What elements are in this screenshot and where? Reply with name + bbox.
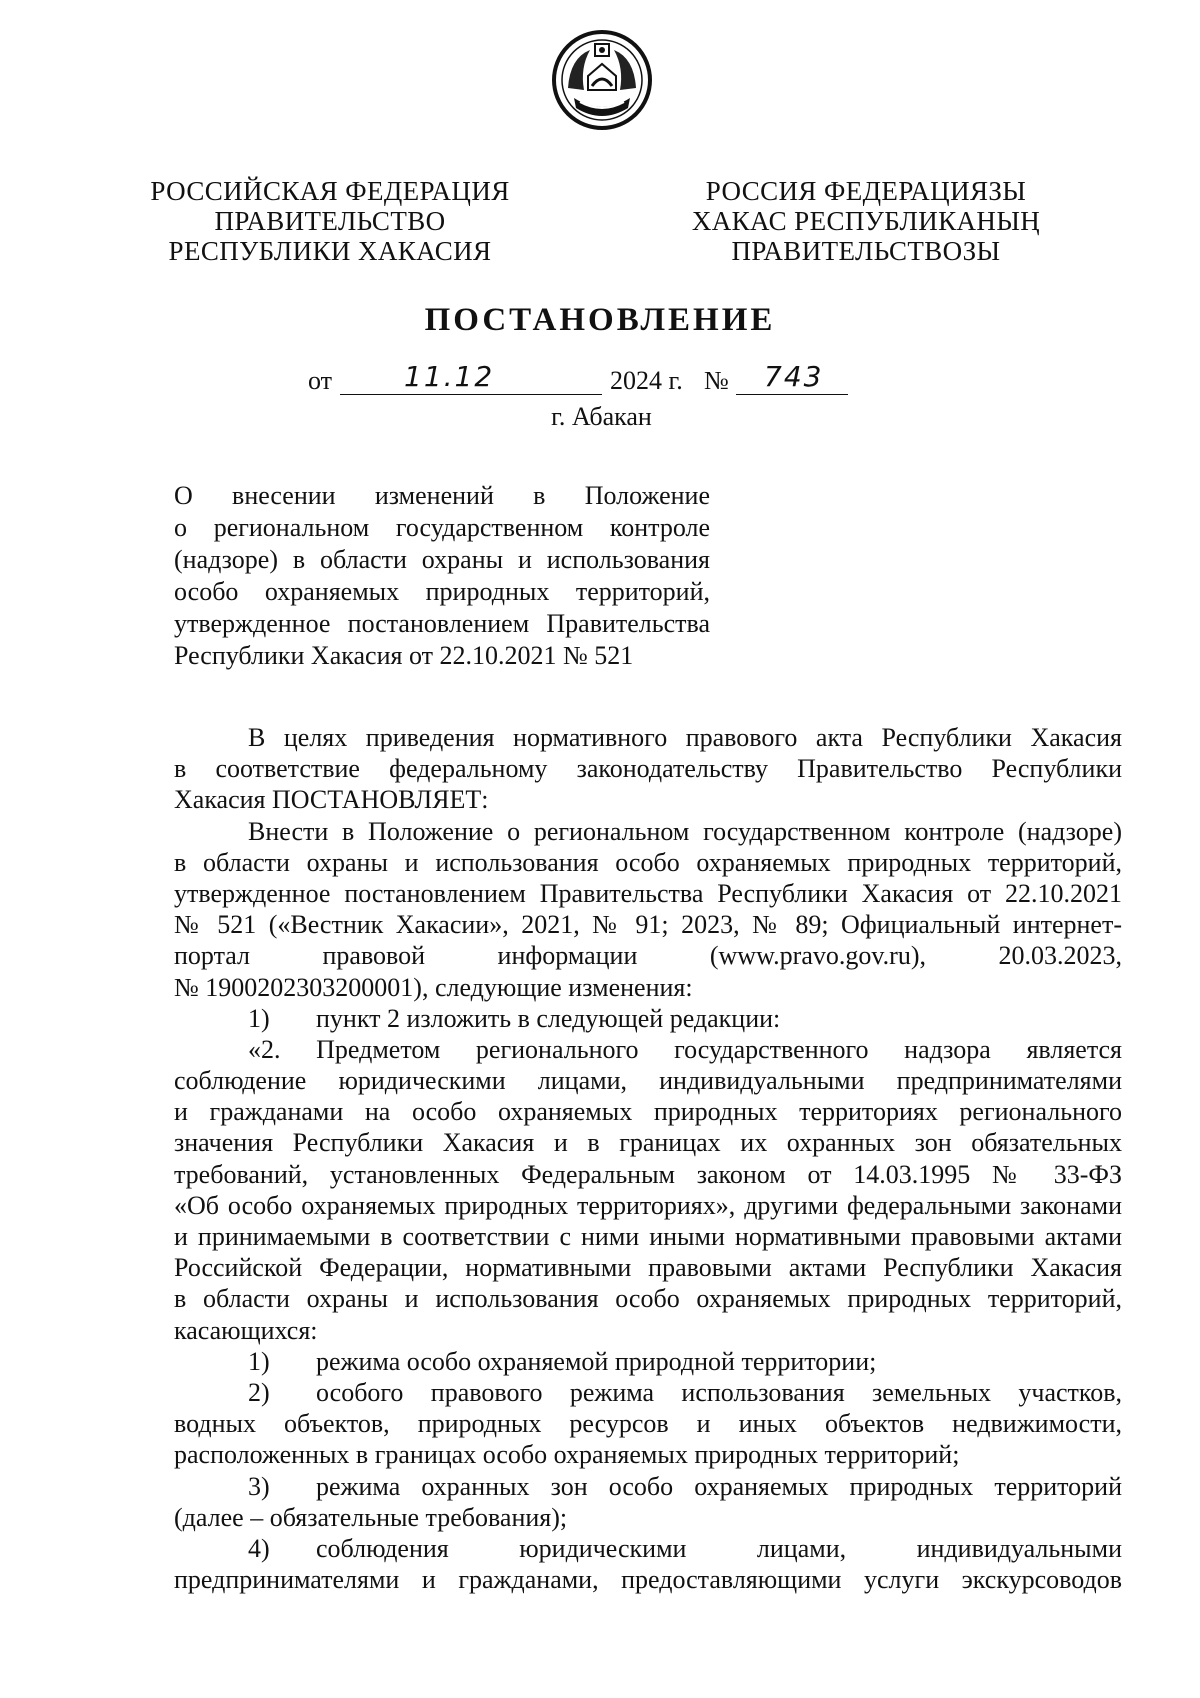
list-item-number: 3) <box>248 1471 270 1501</box>
body-line <box>174 1346 1122 1377</box>
header-right-line: РОССИЯ ФЕДЕРАЦИЯЗЫ <box>705 176 1027 206</box>
body-line <box>174 753 1122 784</box>
body-line <box>174 1283 1122 1314</box>
body-line-text: особого правового режима использования земельных участков, <box>316 1377 1122 1407</box>
body-line-text: водных объектов, природных ресурсов и иных объектов недвижимости, <box>174 1409 1122 1439</box>
body-line-text: утвержденное постановлением Правительства Республики Хакасия от 22.10.2021 <box>174 878 1122 908</box>
number-underline <box>736 394 848 395</box>
body-line-text: касающихся: <box>174 1315 318 1345</box>
header-left-line: РЕСПУБЛИКИ ХАКАСИЯ <box>168 236 492 266</box>
body-line <box>174 1190 1122 1221</box>
body-line-text: режима охранных зон особо охраняемых природных территорий <box>316 1471 1122 1501</box>
body-line <box>174 1564 1122 1595</box>
body-line-text: портал правовой информации (www.pravo.gov.ru), 20.03.2023, <box>174 941 1122 971</box>
body-line-text: (далее – обязательные требования); <box>174 1502 568 1532</box>
subject-line: О внесении изменений в Положение <box>174 481 710 510</box>
body-line <box>174 1471 1122 1502</box>
subject-line: о региональном государственном контроле <box>174 513 710 542</box>
body-line-text: режима особо охраняемой природной территории; <box>316 1346 877 1376</box>
body-text <box>174 722 1122 1595</box>
body-line <box>174 1502 1122 1533</box>
header-left-line: РОССИЙСКАЯ ФЕДЕРАЦИЯ <box>150 176 510 206</box>
body-line <box>174 1096 1122 1127</box>
list-item-number: 1) <box>248 1003 270 1033</box>
body-line-text: пункт 2 изложить в следующей редакции: <box>316 1003 781 1033</box>
body-line-text: и гражданами на особо охраняемых природных территориях регионального <box>174 1097 1122 1127</box>
body-line-text: Российской Федерации, нормативными правовыми актами Республики Хакасия <box>174 1253 1122 1283</box>
body-line-text: № 1900202303200001), следующие изменения: <box>174 972 693 1002</box>
subject-line: Республики Хакасия от 22.10.2021 № 521 <box>174 641 634 670</box>
body-line <box>174 1127 1122 1158</box>
body-line <box>174 816 1122 847</box>
body-line-text: и принимаемыми в соответствии с ними иными нормативными правовыми актами <box>174 1222 1122 1251</box>
body-line <box>174 1034 1122 1065</box>
body-line <box>174 878 1122 909</box>
body-line-text: «2. Предметом регионального государственного надзора является <box>248 1034 1122 1064</box>
header-right-line: ХАКАС РЕСПУБЛИКАНЫҢ <box>691 206 1041 236</box>
list-item-number: 2) <box>248 1377 270 1407</box>
body-line-text: В целях приведения нормативного правового акта Республики Хакасия <box>248 723 1122 752</box>
body-line <box>174 1439 1122 1470</box>
list-item-number: 4) <box>248 1533 270 1563</box>
body-line <box>174 1221 1122 1252</box>
body-line-text: № 521 («Вестник Хакасии», 2021, № 91; 2023, № 89; Официальный интернет- <box>174 910 1122 940</box>
body-line-text: расположенных в границах особо охраняемых природных территорий; <box>174 1440 960 1470</box>
year-label: 2024 г. <box>610 366 683 395</box>
body-line <box>174 1315 1122 1346</box>
body-line-text: предпринимателями и гражданами, предоставляющими услуги экскурсоводов <box>174 1565 1122 1595</box>
body-line <box>174 1003 1122 1034</box>
number-sign: № <box>704 366 729 395</box>
handwritten-date: 11.12 <box>404 360 495 393</box>
subject-line: утвержденное постановлением Правительства <box>174 609 710 638</box>
subject-block <box>174 480 710 672</box>
subject-line: особо охраняемых природных территорий, <box>174 577 710 606</box>
header-left-block <box>140 176 520 266</box>
body-line-text: в области охраны и использования особо охраняемых природных территорий, <box>174 847 1122 877</box>
body-line <box>174 847 1122 878</box>
header-right-line: ПРАВИТЕЛЬСТВОЗЫ <box>731 236 1001 266</box>
body-line-text: в соответствие федеральному законодательству Правительство Республики <box>174 754 1122 784</box>
body-line-text: «Об особо охраняемых природных территориях», другими федеральными законами <box>174 1190 1122 1220</box>
body-line <box>174 1408 1122 1439</box>
body-line-text: Внести в Положение о региональном государственном контроле (надзоре) <box>248 816 1122 846</box>
body-line-text: в области охраны и использования особо охраняемых природных территорий, <box>174 1284 1122 1314</box>
body-line-text: соблюдения юридическими лицами, индивидуальными <box>316 1533 1122 1563</box>
body-line <box>174 784 1122 815</box>
body-line <box>174 972 1122 1003</box>
header-right-block <box>676 176 1056 266</box>
subject-line: (надзоре) в области охраны и использования <box>174 545 710 574</box>
header-left-line: ПРАВИТЕЛЬСТВО <box>214 206 446 236</box>
body-line <box>174 1252 1122 1283</box>
document-type-title: ПОСТАНОВЛЕНИЕ <box>424 302 776 338</box>
body-line <box>174 909 1122 940</box>
city-line <box>0 402 1200 432</box>
body-line <box>174 1159 1122 1190</box>
date-underline <box>340 394 602 395</box>
from-label: от <box>308 366 333 395</box>
body-line <box>174 1065 1122 1096</box>
list-item-number: 1) <box>248 1346 270 1376</box>
body-line-text: значения Республики Хакасия и в границах их охранных зон обязательных <box>174 1128 1122 1158</box>
body-line <box>174 1533 1122 1564</box>
body-line <box>174 722 1122 753</box>
body-line-text: Хакасия ПОСТАНОВЛЯЕТ: <box>174 785 489 815</box>
body-line-text: требований, установленных Федеральным законом от 14.03.1995 № 33-ФЗ <box>174 1159 1122 1189</box>
city-name: г. Абакан <box>551 402 652 431</box>
body-line <box>174 1377 1122 1408</box>
body-line <box>174 940 1122 971</box>
coat-of-arms-emblem <box>550 28 654 132</box>
body-line-text: соблюдение юридическими лицами, индивидуальными предпринимателями <box>174 1066 1122 1096</box>
handwritten-number: 743 <box>764 360 824 393</box>
